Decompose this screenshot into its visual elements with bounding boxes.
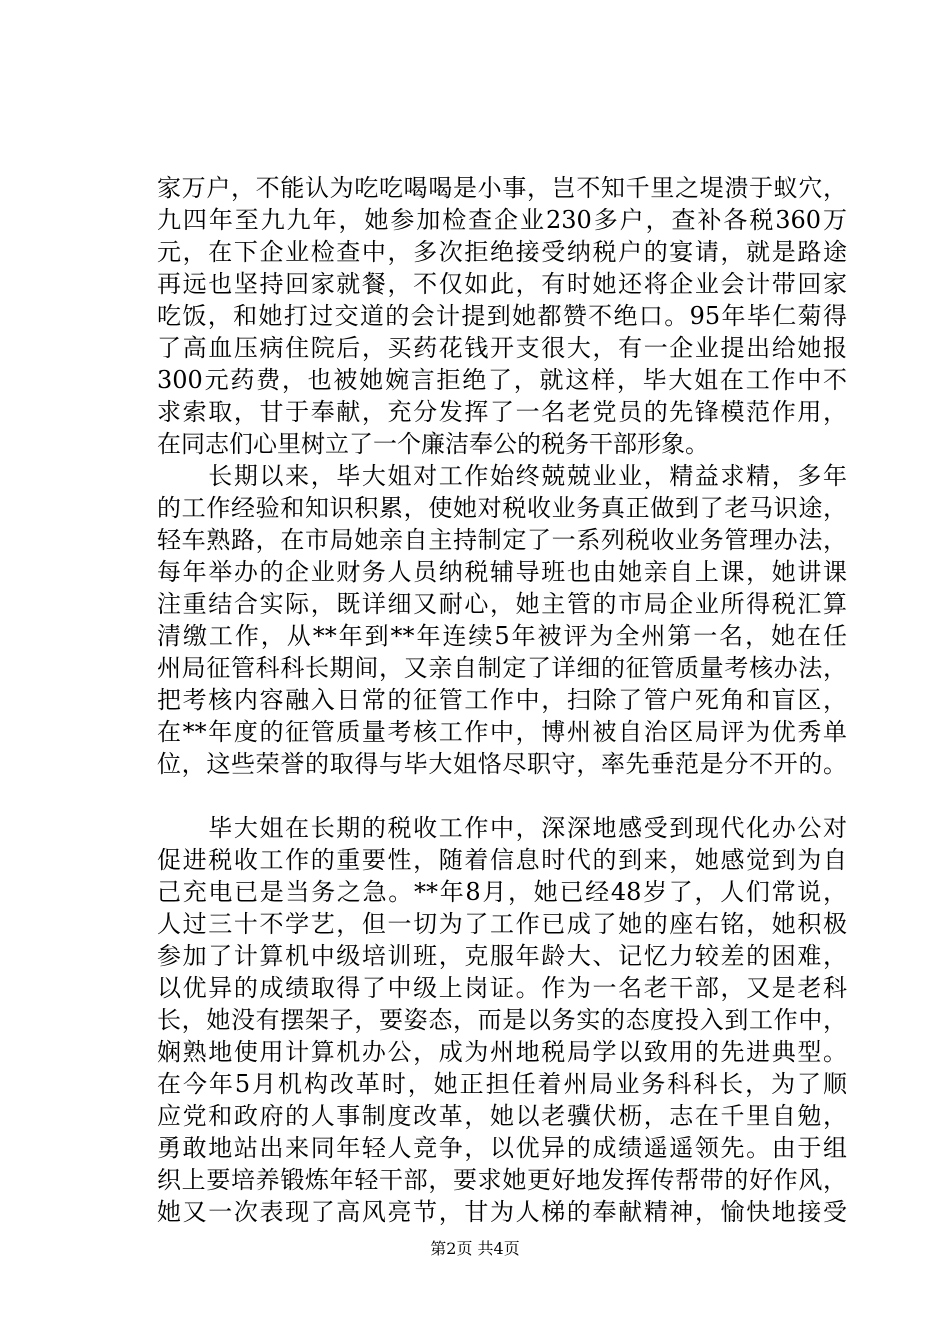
text-line: 吃饭，和她打过交道的会计提到她都赞不绝口。95年毕仁菊得 xyxy=(157,302,847,330)
text-line: 300元药费，也被她婉言拒绝了，就这样，毕大姐在工作中不 xyxy=(157,366,847,394)
text-line: 在同志们心里树立了一个廉洁奉公的税务干部形象。 xyxy=(157,430,709,458)
text-line: 再远也坚持回家就餐，不仅如此，有时她还将企业会计带回家 xyxy=(157,270,847,298)
text-line: 应党和政府的人事制度改革，她以老骥伏枥，志在千里自勉， xyxy=(157,1102,847,1130)
text-line: 长，她没有摆架子，要姿态，而是以务实的态度投入到工作中， xyxy=(157,1006,847,1034)
text-line: 娴熟地使用计算机办公，成为州地税局学以致用的先进典型。 xyxy=(157,1038,847,1066)
text-line: 元，在下企业检查中，多次拒绝接受纳税户的宴请，就是路途 xyxy=(157,238,847,266)
text-line: 勇敢地站出来同年轻人竞争，以优异的成绩遥遥领先。由于组 xyxy=(157,1134,847,1162)
paragraph-3 xyxy=(157,812,847,1228)
page-number-footer: 第2页 共4页 xyxy=(430,1239,520,1258)
text-line: 她又一次表现了高风亮节，甘为人梯的奉献精神，愉快地接受 xyxy=(157,1198,847,1226)
text-line: 注重结合实际，既详细又耐心，她主管的市局企业所得税汇算 xyxy=(157,590,847,618)
paragraph-spacer xyxy=(157,780,847,812)
text-line: 州局征管科科长期间，又亲自制定了详细的征管质量考核办法， xyxy=(157,654,847,682)
text-line: 清缴工作，从**年到**年连续5年被评为全州第一名，她在任 xyxy=(157,622,847,650)
text-line: 在**年度的征管质量考核工作中，博州被自治区局评为优秀单 xyxy=(157,718,847,746)
text-line: 轻车熟路，在市局她亲自主持制定了一系列税收业务管理办法， xyxy=(157,526,847,554)
text-line: 人过三十不学艺，但一切为了工作已成了她的座右铭，她积极 xyxy=(157,910,847,938)
text-line: 求索取，甘于奉献，充分发挥了一名老党员的先锋模范作用， xyxy=(157,398,847,426)
text-line: 促进税收工作的重要性，随着信息时代的到来，她感觉到为自 xyxy=(157,846,847,874)
paragraph-1 xyxy=(157,172,847,460)
text-line: 把考核内容融入日常的征管工作中，扫除了管户死角和盲区， xyxy=(157,686,847,714)
text-line: 长期以来，毕大姐对工作始终兢兢业业，精益求精，多年 xyxy=(157,462,847,490)
document-body xyxy=(157,172,847,1228)
text-line: 在今年5月机构改革时，她正担任着州局业务科科长，为了顺 xyxy=(157,1070,847,1098)
text-line: 每年举办的企业财务人员纳税辅导班也由她亲自上课，她讲课 xyxy=(157,558,847,586)
text-line: 家万户，不能认为吃吃喝喝是小事，岂不知千里之堤溃于蚁穴， xyxy=(157,174,847,202)
text-line: 的工作经验和知识积累，使她对税收业务真正做到了老马识途， xyxy=(157,494,847,522)
paragraph-2 xyxy=(157,460,847,780)
text-line: 了高血压病住院后，买药花钱开支很大，有一企业提出给她报 xyxy=(157,334,847,362)
text-line: 己充电已是当务之急。**年8月，她已经48岁了，人们常说， xyxy=(157,878,847,906)
text-line: 位，这些荣誉的取得与毕大姐恪尽职守，率先垂范是分不开的。 xyxy=(157,750,847,778)
text-line: 织上要培养锻炼年轻干部，要求她更好地发挥传帮带的好作风， xyxy=(157,1166,847,1194)
text-line: 以优异的成绩取得了中级上岗证。作为一名老干部，又是老科 xyxy=(157,974,847,1002)
text-line: 参加了计算机中级培训班，克服年龄大、记忆力较差的困难， xyxy=(157,942,847,970)
text-line: 毕大姐在长期的税收工作中，深深地感受到现代化办公对 xyxy=(157,814,847,842)
text-line: 九四年至九九年，她参加检查企业230多户，查补各税360万 xyxy=(157,206,847,234)
